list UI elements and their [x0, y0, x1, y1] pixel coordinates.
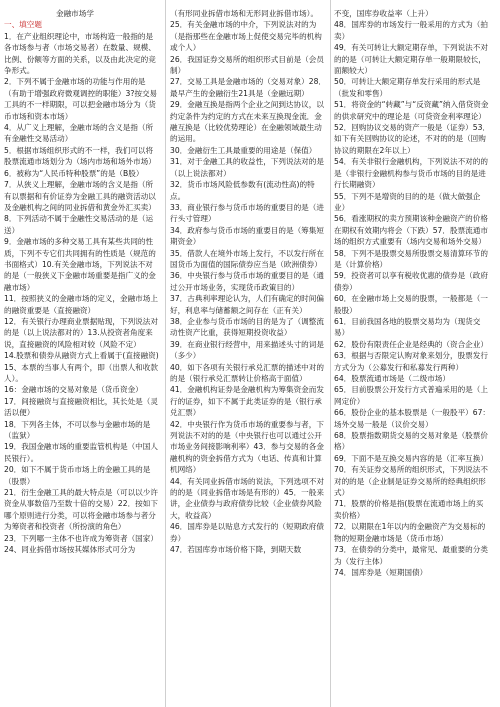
- paragraph: 16：金融市场的交易对象是（货币资金）: [4, 385, 143, 395]
- paragraph: 61．目前我国各地的股票交易均为（现货交易）: [334, 316, 481, 338]
- paragraph: 71．股票的价格是指(股票在流通市场上的买卖价格）: [334, 499, 484, 520]
- paragraph: 54．有关非银行金融机构，下列说法不对的的是（非银行金融机构参与货币市场的目的是进行长期融资）: [334, 157, 488, 190]
- paragraph: 37．古典利率理论认为，人们有确定的时间偏好，利息率与储蓄额之间存在（正有关）: [170, 294, 324, 315]
- paragraph: 69．下面不是互换交易内容的是（汇率互换）: [334, 453, 488, 463]
- paragraph: 62．股份有限责任企业是经典的（资合企业）: [334, 339, 488, 349]
- paragraph: 11．按照狭义的金融市场的定义，金融市场上的融资重要是（直接融资）: [4, 294, 158, 315]
- paragraph: 38．企业参与货币市场的目的是为了（调整流动性资产比重，获得短期投资收益）: [170, 316, 324, 338]
- paragraph: 4．从广义上理解，金融市场的含义是指（所有金融性交易活动）: [4, 123, 154, 144]
- document-title: 金融市场学: [56, 9, 94, 18]
- paragraph: 60．在金融市场上交易的股票，一般都是（一般股）: [334, 294, 488, 315]
- column-divider: [330, 0, 331, 707]
- text-column-1: [4, 8, 160, 704]
- paragraph: 33．商业银行参与货币市场的重要目的是（进行头寸管理）: [170, 202, 324, 224]
- paragraph: 31．对于金融工具的收益性，下列说法对的是（以上说法都对）: [170, 157, 324, 178]
- paragraph: 74．国库券是（短期国债）: [334, 567, 428, 577]
- paragraph: 20．如下不属于货币市场上的金融工具的是（股票）: [4, 465, 151, 486]
- paragraph: 66．股份企业的基本股票是（一般股平）67：场外交易一般是（议价交易）: [334, 408, 490, 429]
- paragraph: 39．在商业银行经营中，用来描述头寸的词是（多少）: [170, 339, 324, 361]
- column-2-body: [170, 8, 326, 556]
- column-3-body: [334, 8, 490, 578]
- paragraph: 55．下列不是增资的目的的是（做大做强企业）: [334, 191, 481, 212]
- paragraph: 44．有关同业拆借市场的说法，下列选项不对的的是（同业拆借市场是有形的）45．一般来讲，企业债券与政府债券比较（企业债券风险大，收益高）: [170, 476, 324, 520]
- paragraph: 36．中央银行参与货币市场的重要目的是（通过公开市场业务，实现货币政策目的）: [170, 271, 324, 292]
- paragraph: 58．下列不是股票交易所股票交易清算环节的是（计算价格）: [334, 248, 488, 269]
- paragraph: 47．若国库券市场价格下降，到期天数: [170, 545, 302, 555]
- section-heading: 一、填空题: [4, 20, 42, 30]
- paragraph: 73．在债券的分类中，最常见、最重要的分类为（发行主体）: [334, 545, 488, 566]
- paragraph: （有形同业拆借市场和无形同业拆借市场）。: [170, 9, 319, 18]
- paragraph: 68．股票指数期货交易的交易对象是（股票价格）: [334, 431, 488, 452]
- text-column-3: [334, 8, 490, 704]
- column-1-body: [4, 31, 160, 556]
- paragraph: 5．根据市场组织形式的不一样，我们可以将股票流通市场划分为（场内市场和场外市场）: [4, 145, 156, 167]
- paragraph: 70．有关证券交易所的组织形式，下列说法不对的的是（企业制是证券交易所的经典组织形式）: [334, 465, 488, 498]
- paragraph: 不变，国库券收益率（上升）: [334, 9, 433, 18]
- paragraph: 23．下列哪一主体不也许成为筹资者（国家）: [4, 533, 158, 543]
- paragraph: 15、本票的当事人有两个，即（出票人和收款人）。: [4, 362, 158, 383]
- paragraph: 2．下列不属于金融市场的功能与作用的是（有助于增强政府微观调控的职能）3?按交易工具的不一样期限，可以把金融市场分为（货币市场和资本市场）: [4, 77, 158, 121]
- paragraph: 32．货币市场风险低参数有(流动性高)的特点。: [170, 180, 315, 201]
- paragraph: 9．金融市场的多种交易工具有某些共同的性质，下列不专它们共同拥有的性质是（规范的书面格式）10.有关金融市场，下列说法不对的是（一般狭义下金融市场重要是指广义的金融市场）: [4, 237, 156, 292]
- paragraph: 6．被称为“人民币特种股票”的是（B股）: [4, 168, 144, 178]
- paragraph: 51．将资金的“转藏”与“反资藏”纳入借贷资金的供求研究中的理论是（可贷资金利率理论）: [334, 100, 489, 121]
- paragraph: 30．金融衍生工具最重要的用途是（保值）: [170, 145, 317, 155]
- paragraph: 72．以期限在1年以内的金融资产为交易标的物的短期金融市场是（货币市场）: [334, 522, 486, 543]
- paragraph: 48．国库券的市场发行一般采用的方式为（拍卖）: [334, 20, 488, 41]
- paragraph: 26．我国证券交易所的组织形式目前是（会员制）: [170, 54, 324, 76]
- paragraph: 7．从狭义上理解，金融市场的含义是指（所有以票据和有价证券为金融工具的融资活动以及金融机构之间的同业拆借和黄金外汇买卖）: [4, 180, 156, 212]
- paragraph: 1．在产业组织理论中，市场构造一般指的是各市场参与者（市场交易者）在数量、规模、比例、份额等方面的关系，以及由此决定的竞争形式。: [4, 31, 156, 76]
- paragraph: 56．看涨期权的卖方预期该种金融资产的价格在期权有效期内将会（下跌）57．股票流通市场的组织方式重要有（场内交易和场外交易）: [334, 214, 488, 247]
- paragraph: 35．借款人在境外市场上发行，不以发行所在国货币为面值的国际债券应当是（欧洲债券）: [170, 248, 324, 269]
- paragraph: 21．衍生金融工具的最大特点是（可以以少许资金从事数倍乃至数十倍的交易）22．按如下哪个原则进行分类，可以将金融市场参与者分为筹资者和投资者（所扮演的角色）: [4, 488, 158, 532]
- paragraph: 63．根据与否限定认购对象来划分，股票发行方式分为（公募发行和私募发行两种）: [334, 351, 488, 372]
- paragraph: 12．有关银行办理商业票据贴现，下列说法对的是（以上说法都对的）13.从投资者角度来说，直接融资的风险相对较（风险不定）: [4, 316, 158, 349]
- text-column-2: [170, 8, 326, 704]
- column-divider: [165, 0, 166, 707]
- paragraph: 52．回购协议交易的资产一般是（证券）53．如下有关回购协议的论述，不对的的是（回购协议的期限在2年以上）: [334, 123, 490, 155]
- paragraph: 49．有关可转让大额定期存单，下列说法不对的的是（可转让大额定期存单一般期限较长，面额较大）: [334, 43, 488, 76]
- paragraph: 24、同业拆借市场按其媒体形式可分为: [4, 545, 136, 555]
- paragraph: 25．有关金融市场的中介，下列说法对的为（是指那些在金融市场上促使交易完毕的机构或个人）: [170, 20, 322, 53]
- paragraph: 8．下列活动不属于金融性交易活动的是（运送）: [4, 214, 154, 235]
- paragraph: 27．交易工具是金融市场的（交易对象）28．最早产生的金融衍生21具是（金融远期）: [170, 77, 326, 98]
- paragraph: 41．金融机构证券是金融机构为筹集资金而发行的证券，如下不属于此类证券的是（银行承兑汇票）: [170, 385, 324, 418]
- paragraph: 29．金融互换是指两个企业之间到达协议，以约定条件为约定的方式在未来互换现金流．金融互换是（比较优势理论）在金融领域最生动的运用。: [170, 100, 324, 144]
- paragraph: 34．政府参与货币市场的重要目的是（筹集短期资金）: [170, 225, 324, 247]
- paragraph: 50．可转让大额定期存单发行采用的形式是（批发和零售）: [334, 77, 481, 98]
- paragraph: 40．如下各项有关银行承兑汇票的描述中对的的是（银行承兑汇票转让价格高于面值）: [170, 362, 324, 383]
- paragraph: 59．投资者可以享有税收优惠的债券是（政府债券）: [334, 271, 488, 292]
- paragraph: 42．中央银行作为货币市场的重要参与者，下列说法不对的的是（中央银行也可以通过公开市场业务间接影响利率）43．参与交易的各金融机构的资金拆借方式为（电话、传真和计算机网络）: [170, 419, 324, 475]
- paragraph: 19．我国金融市场的重要监管机构是（中国人民银行）。: [4, 442, 158, 463]
- paragraph: 64．股票流通市场是（二级市场）: [334, 374, 450, 383]
- paragraph: 17．间接融资与直接融资相比，其长处是（灵活以便）: [4, 396, 158, 418]
- paragraph: 65．目前股票公开发行方式普遍采用的是（上网定价）: [334, 385, 488, 406]
- paragraph: 14.股票和债券从融资方式上看属于(直接融资): [4, 351, 159, 361]
- paragraph: 18．下列各主体，不可以参与金融市场的是（监狱）: [4, 419, 151, 441]
- paragraph: 46．国库券是以贴息方式发行的（短期政府债券）: [170, 522, 324, 543]
